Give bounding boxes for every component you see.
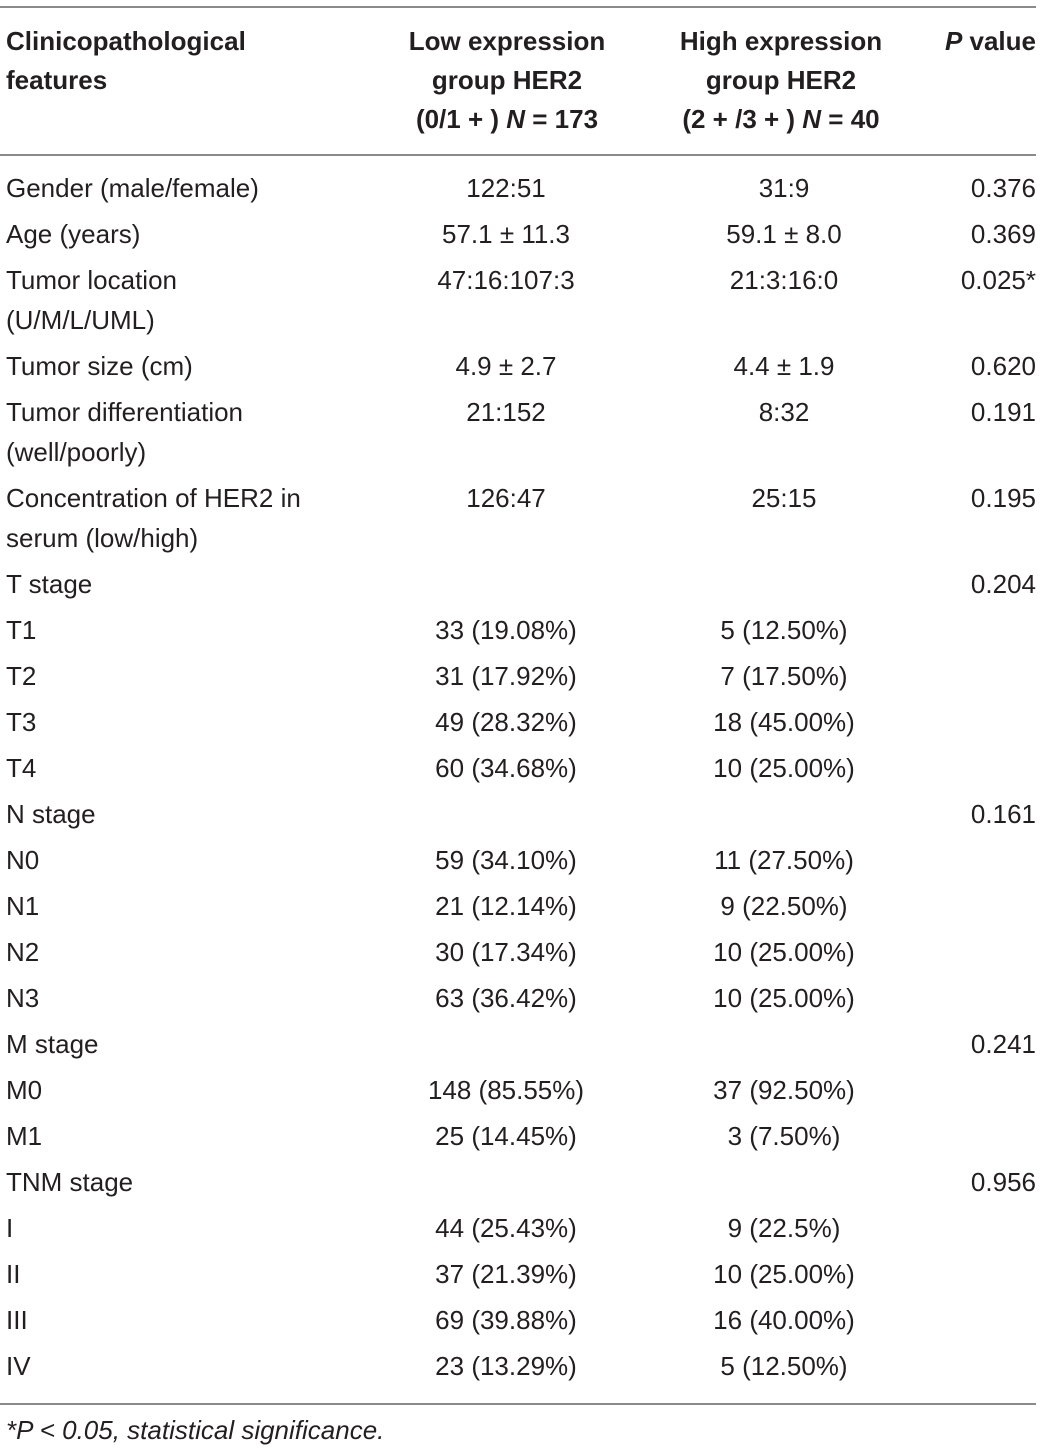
p-value: 0.369: [970, 219, 1036, 249]
high-expression-value: 10 (25.00%): [713, 1259, 855, 1289]
p-value: 0.161: [970, 799, 1036, 829]
high-expression-value: 7 (17.50%): [720, 661, 848, 691]
p-value: 0.376: [970, 173, 1036, 203]
table-row: [0, 260, 1040, 346]
table-row: [0, 478, 1040, 564]
header-features-line2: features: [6, 65, 108, 95]
feature-label: N stage: [6, 799, 96, 829]
table-row: [0, 392, 1040, 478]
low-expression-value: 49 (28.32%): [435, 707, 577, 737]
low-expression-value: 30 (17.34%): [435, 937, 577, 967]
table-header-rule: [0, 154, 1036, 156]
header-high-score: (2 + /3 + ): [682, 104, 803, 134]
feature-cell: [0, 932, 370, 972]
high-expression-value: 16 (40.00%): [713, 1305, 855, 1335]
low-expression-value: 44 (25.43%): [435, 1213, 577, 1243]
low-expression-value: 148 (85.55%): [427, 1075, 585, 1105]
table-row: [0, 748, 1040, 794]
high-expression-value: 21:3:16:0: [729, 265, 839, 295]
low-expression-value: 63 (36.42%): [435, 983, 577, 1013]
feature-cell: [0, 1346, 370, 1386]
low-expression-value: 23 (13.29%): [435, 1351, 577, 1381]
feature-label: N3: [6, 983, 40, 1013]
feature-cell: [0, 886, 370, 926]
feature-label: II: [6, 1259, 21, 1289]
feature-cell: [0, 1254, 370, 1294]
header-features: [6, 22, 366, 100]
feature-cell: [0, 1024, 370, 1064]
feature-cell: [0, 656, 370, 696]
low-expression-value: 4.9 ± 2.7: [455, 351, 557, 381]
header-low-n-value: = 173: [525, 104, 599, 134]
p-value: 0.025*: [960, 265, 1036, 295]
high-expression-value: 37 (92.50%): [713, 1075, 855, 1105]
feature-label: Tumor size (cm): [6, 351, 193, 381]
feature-cell: [0, 748, 370, 788]
feature-label: T1: [6, 615, 37, 645]
header-low-score: (0/1 + ): [415, 104, 507, 134]
table-row: [0, 702, 1040, 748]
table-row: [0, 1300, 1040, 1346]
feature-label: Tumor differentiation: [6, 397, 244, 427]
feature-label: serum (low/high): [6, 523, 199, 553]
table-row: [0, 214, 1040, 260]
low-expression-value: 57.1 ± 11.3: [442, 219, 570, 249]
p-value: 0.956: [970, 1167, 1036, 1197]
high-expression-value: 11 (27.50%): [714, 845, 854, 875]
p-value: 0.241: [970, 1029, 1036, 1059]
feature-label: Age (years): [6, 219, 141, 249]
feature-cell: [0, 1070, 370, 1110]
low-expression-value: 47:16:107:3: [437, 265, 575, 295]
feature-label: N0: [6, 845, 40, 875]
header-high-expression: [650, 22, 912, 139]
feature-cell: [0, 1208, 370, 1248]
feature-cell: [0, 168, 370, 208]
low-expression-value: 21 (12.14%): [435, 891, 577, 921]
table-row: [0, 610, 1040, 656]
high-expression-value: 9 (22.50%): [720, 891, 848, 921]
header-p-value: [918, 22, 1036, 61]
feature-label: M1: [6, 1121, 43, 1151]
feature-cell: [0, 392, 370, 472]
table-row: [0, 346, 1040, 392]
header-low-line2: group HER2: [431, 65, 583, 95]
feature-label: (U/M/L/UML): [6, 305, 155, 335]
feature-cell: [0, 1300, 370, 1340]
table-footnote: *P < 0.05, statistical significance.: [6, 1415, 385, 1445]
low-expression-value: 60 (34.68%): [435, 753, 577, 783]
table-row: [0, 656, 1040, 702]
low-expression-value: 126:47: [466, 483, 546, 513]
feature-label: Gender (male/female): [6, 173, 259, 203]
feature-label: T4: [6, 753, 37, 783]
p-value: 0.620: [970, 351, 1036, 381]
feature-label: III: [6, 1305, 28, 1335]
table-row: [0, 1346, 1040, 1392]
header-high-n-symbol: N: [802, 104, 822, 134]
table-row: [0, 1024, 1040, 1070]
high-expression-value: 25:15: [751, 483, 817, 513]
high-expression-value: 10 (25.00%): [713, 937, 855, 967]
high-expression-value: 10 (25.00%): [713, 983, 855, 1013]
low-expression-value: 37 (21.39%): [435, 1259, 577, 1289]
p-value: 0.191: [970, 397, 1036, 427]
high-expression-value: 10 (25.00%): [713, 753, 855, 783]
feature-label: Concentration of HER2 in: [6, 483, 301, 513]
table-row: [0, 564, 1040, 610]
low-expression-value: 33 (19.08%): [435, 615, 577, 645]
feature-label: I: [6, 1213, 14, 1243]
high-expression-value: 31:9: [758, 173, 810, 203]
low-expression-value: 59 (34.10%): [435, 845, 577, 875]
header-high-n-value: = 40: [821, 104, 880, 134]
table-body: [0, 168, 1040, 1392]
header-high-line3: [650, 100, 912, 139]
table-row: [0, 1254, 1040, 1300]
header-p-label: value: [962, 26, 1036, 56]
feature-cell: [0, 794, 370, 834]
high-expression-value: 3 (7.50%): [727, 1121, 841, 1151]
table-row: [0, 886, 1040, 932]
feature-label: IV: [6, 1351, 31, 1381]
p-value: 0.195: [970, 483, 1036, 513]
header-low-line3: [376, 100, 638, 139]
feature-cell: [0, 260, 370, 340]
feature-cell: [0, 214, 370, 254]
table-row: [0, 932, 1040, 978]
feature-cell: [0, 840, 370, 880]
table-row: [0, 1162, 1040, 1208]
feature-cell: [0, 702, 370, 742]
feature-label: TNM stage: [6, 1167, 134, 1197]
header-high-line2: group HER2: [705, 65, 857, 95]
feature-cell: [0, 1116, 370, 1156]
feature-cell: [0, 978, 370, 1018]
feature-label: T stage: [6, 569, 93, 599]
header-low-expression: [376, 22, 638, 139]
feature-cell: [0, 478, 370, 558]
table-row: [0, 168, 1040, 214]
feature-label: N2: [6, 937, 40, 967]
feature-label: M stage: [6, 1029, 99, 1059]
header-high-line1: High expression: [679, 26, 883, 56]
high-expression-value: 9 (22.5%): [727, 1213, 841, 1243]
feature-cell: [0, 610, 370, 650]
table-bottom-rule: [0, 1403, 1036, 1405]
feature-cell: [0, 346, 370, 386]
table-row: [0, 1116, 1040, 1162]
feature-cell: [0, 1162, 370, 1202]
low-expression-value: 21:152: [466, 397, 546, 427]
table-row: [0, 978, 1040, 1024]
feature-label: T3: [6, 707, 37, 737]
header-low-line1: Low expression: [408, 26, 606, 56]
high-expression-value: 18 (45.00%): [713, 707, 855, 737]
p-value: 0.204: [970, 569, 1036, 599]
high-expression-value: 4.4 ± 1.9: [733, 351, 835, 381]
table-row: [0, 1070, 1040, 1116]
feature-label: (well/poorly): [6, 437, 147, 467]
feature-label: M0: [6, 1075, 43, 1105]
header-features-line1: Clinicopathological: [6, 26, 246, 56]
table-row: [0, 1208, 1040, 1254]
feature-cell: [0, 564, 370, 604]
table-row: [0, 794, 1040, 840]
low-expression-value: 69 (39.88%): [435, 1305, 577, 1335]
header-low-n-symbol: N: [506, 104, 526, 134]
table-top-rule: [0, 6, 1036, 8]
high-expression-value: 59.1 ± 8.0: [726, 219, 842, 249]
high-expression-value: 5 (12.50%): [720, 615, 848, 645]
feature-label: T2: [6, 661, 37, 691]
feature-label: N1: [6, 891, 40, 921]
table-row: [0, 840, 1040, 886]
high-expression-value: 5 (12.50%): [720, 1351, 848, 1381]
low-expression-value: 25 (14.45%): [435, 1121, 577, 1151]
header-p-line: [918, 22, 1036, 61]
high-expression-value: 8:32: [758, 397, 810, 427]
low-expression-value: 122:51: [466, 173, 546, 203]
low-expression-value: 31 (17.92%): [435, 661, 577, 691]
header-p-symbol: P: [944, 26, 963, 56]
feature-label: Tumor location: [6, 265, 177, 295]
